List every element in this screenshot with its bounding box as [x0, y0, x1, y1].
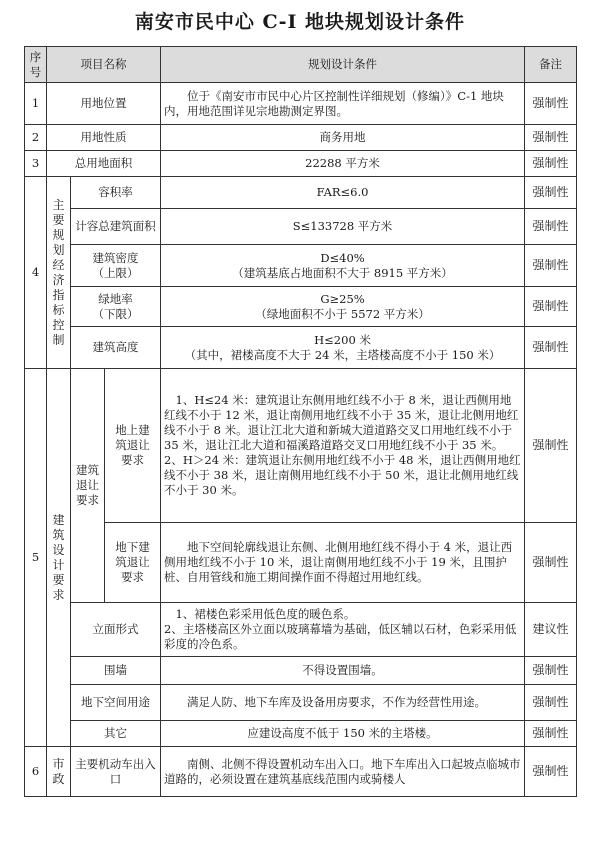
header-note: 备注 — [525, 47, 577, 83]
row-condition: 1、H≤24 米：建筑退让东侧用地红线不小于 8 米，退让西侧用地红线不小于 12 米，退让南侧用地红线不小于 35 米，退让北侧用地红线不小于 8 米。退让江北大道和新城大道道路交叉口用地红线不小于 35 米，退让江北大道和福溪路道路交叉口用地红线不小于 35 米。 2、H＞24 米：建筑退让东侧用地红线不小于 48 米，退让西侧用地红线不小于 38 米，退让南侧用地红线不小于 50 米，退让北侧用地红线不小于 30 米。 — [161, 369, 525, 523]
row-item: 地下空间用途 — [71, 685, 161, 721]
row-item: 主要机动车出入口 — [71, 747, 161, 797]
row-note: 强制性 — [525, 209, 577, 245]
row-note: 强制性 — [525, 245, 577, 287]
row-condition: 地下空间轮廓线退让东侧、北侧用地红线不得小于 4 米，退让西侧用地红线不小于 10 米，退让南侧用地红线不小于 19 米，且围护桩、自用管线和施工期间操作面不得超过用地红线。 — [161, 523, 525, 603]
table-row — [25, 327, 577, 369]
row-item: 容积率 — [71, 177, 161, 209]
table-row — [25, 177, 577, 209]
row-seq: 5 — [25, 369, 47, 747]
row-note: 强制性 — [525, 721, 577, 747]
row-note: 强制性 — [525, 151, 577, 177]
row-condition: 南侧、北侧不得设置机动车出入口。地下车库出入口起坡点临城市道路的，必须设置在建筑基底线范围内或骑楼人 — [161, 747, 525, 797]
row-condition: 1、裙楼色彩采用低色度的暖色系。 2、主塔楼高区外立面以玻璃幕墙为基础，低区辅以石材，色彩采用低彩度的冷色系。 — [161, 603, 525, 657]
table-row — [25, 721, 577, 747]
row-item: 围墙 — [71, 657, 161, 685]
row-item: 地下建 筑退让 要求 — [105, 523, 161, 603]
row-item: 立面形式 — [71, 603, 161, 657]
row-item: 用地位置 — [47, 83, 161, 125]
row-condition: 满足人防、地下车库及设备用房要求，不作为经营性用途。 — [161, 685, 525, 721]
setback-label: 建筑 退让 要求 — [71, 369, 105, 603]
row-note: 强制性 — [525, 747, 577, 797]
row-seq: 1 — [25, 83, 47, 125]
row-item: 绿地率 （下限） — [71, 287, 161, 327]
row-item: 建筑密度 （上限） — [71, 245, 161, 287]
row-item: 用地性质 — [47, 125, 161, 151]
table-row — [25, 287, 577, 327]
table-row — [25, 523, 577, 603]
row-note: 强制性 — [525, 657, 577, 685]
header-item: 项目名称 — [47, 47, 161, 83]
row-condition: 商务用地 — [161, 125, 525, 151]
document-title: 南安市民中心 C-I 地块规划设计条件 — [134, 11, 466, 33]
row-item: 计容总建筑面积 — [71, 209, 161, 245]
row-condition: D≤40% （建筑基底占地面积不大于 8915 平方米） — [161, 245, 525, 287]
row-condition: 应建设高度不低于 150 米的主塔楼。 — [161, 721, 525, 747]
header-condition: 规划设计条件 — [161, 47, 525, 83]
row-note: 强制性 — [525, 327, 577, 369]
table-row — [25, 685, 577, 721]
row-item: 其它 — [71, 721, 161, 747]
row-note: 强制性 — [525, 523, 577, 603]
table-row — [25, 603, 577, 657]
row-note: 强制性 — [525, 369, 577, 523]
planning-conditions-table — [24, 46, 577, 797]
row-condition: FAR≤6.0 — [161, 177, 525, 209]
row-note: 强制性 — [525, 125, 577, 151]
table-row — [25, 209, 577, 245]
group-label-indicators: 主 要 规 划 经 济 指 标 控 制 — [47, 177, 71, 369]
row-condition: G≥25% （绿地面积不小于 5572 平方米） — [161, 287, 525, 327]
row-item: 建筑高度 — [71, 327, 161, 369]
row-note: 建议性 — [525, 603, 577, 657]
row-note: 强制性 — [525, 83, 577, 125]
row-item: 总用地面积 — [47, 151, 161, 177]
table-row — [25, 83, 577, 125]
row-seq: 3 — [25, 151, 47, 177]
row-seq: 2 — [25, 125, 47, 151]
header-row — [25, 47, 577, 83]
table-row — [25, 245, 577, 287]
header-seq: 序 号 — [25, 47, 47, 83]
table-row — [25, 125, 577, 151]
row-note: 强制性 — [525, 287, 577, 327]
row-note: 强制性 — [525, 685, 577, 721]
row-condition: 位于《南安市市民中心片区控制性详细规划（修编）》C-1 地块内，用地范围详见宗地勘测定界图。 — [161, 83, 525, 125]
table-row — [25, 747, 577, 797]
table-row — [25, 151, 577, 177]
row-condition: 22288 平方米 — [161, 151, 525, 177]
row-item: 地上建 筑退让 要求 — [105, 369, 161, 523]
table-row — [25, 369, 577, 523]
table-row — [25, 657, 577, 685]
row-condition: 不得设置围墙。 — [161, 657, 525, 685]
group-label-design: 建 筑 设 计 要 求 — [47, 369, 71, 747]
row-condition: H≤200 米 （其中，裙楼高度不大于 24 米，主塔楼高度不小于 150 米） — [161, 327, 525, 369]
row-condition: S≤133728 平方米 — [161, 209, 525, 245]
row-seq: 4 — [25, 177, 47, 369]
row-note: 强制性 — [525, 177, 577, 209]
row-seq: 6 — [25, 747, 47, 797]
group-label-municipal: 市 政 — [47, 747, 71, 797]
